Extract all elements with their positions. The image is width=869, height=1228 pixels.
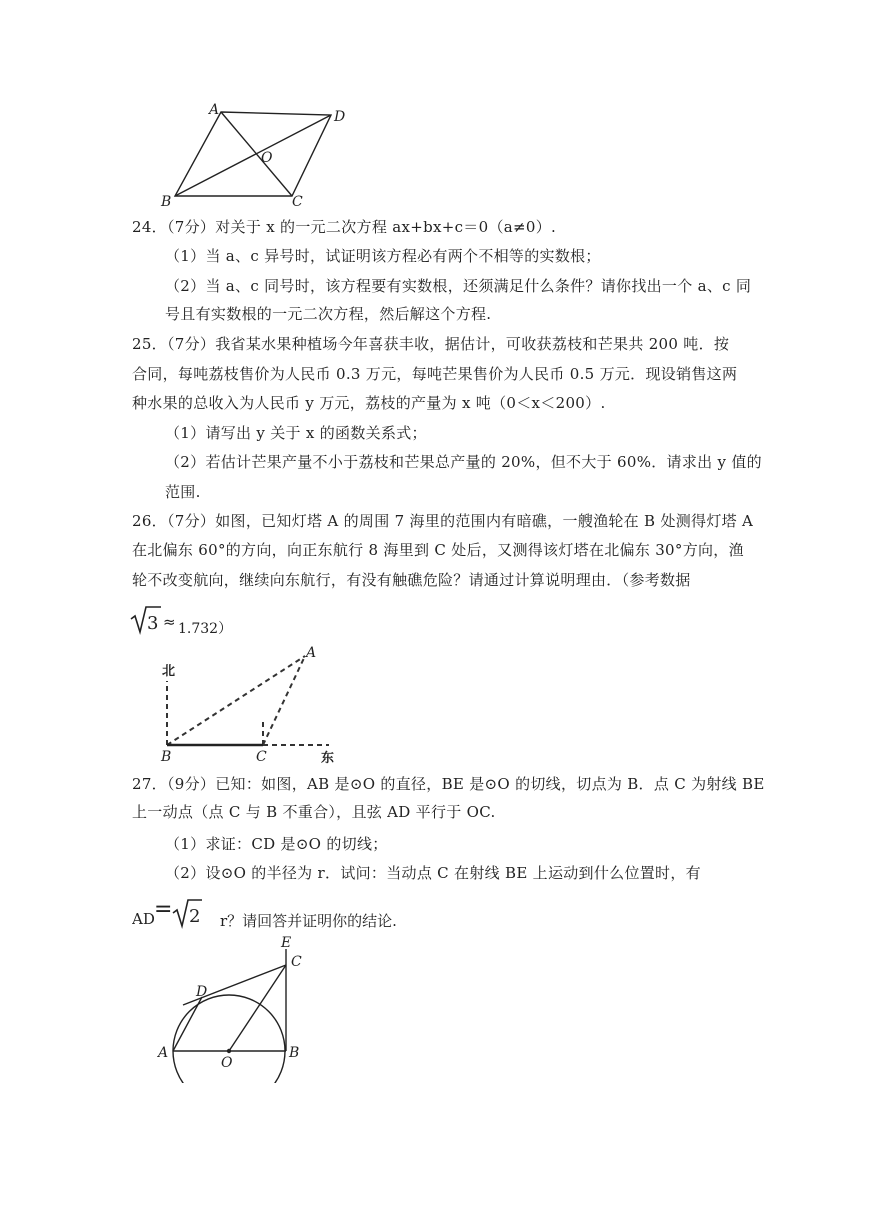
ref-value: 1.732） — [178, 621, 233, 637]
label-b: B — [289, 1045, 300, 1061]
radicand-3: 3 — [147, 613, 159, 634]
label-north: 北 — [162, 664, 176, 679]
q25-part2-line2: 范围. — [165, 483, 201, 501]
chord-ad — [173, 997, 202, 1051]
q25-line2: 合同，每吨荔枝售价为人民币 0.3 万元，每吨芒果售价为人民币 0.5 万元．现设销售这两 — [132, 365, 738, 383]
circle-tangent-figure — [155, 933, 315, 1083]
q27-part2-line2 — [132, 896, 532, 932]
q25-line3: 种水果的总收入为人民币 y 万元，荔枝的产量为 x 吨（0＜x＜200）. — [132, 394, 606, 412]
q25-part2-line1: （2）若估计芒果产量不小于荔枝和芒果总产量的 20%，但不大于 60%．请求出 y 值的 — [165, 453, 762, 471]
label-east: 东 — [321, 751, 335, 766]
radicand-2: 2 — [189, 906, 201, 927]
label-d: D — [196, 984, 208, 1000]
label-c: C — [256, 749, 267, 765]
equals-sign: = — [154, 897, 173, 922]
label-e: E — [281, 935, 292, 951]
sqrt3-formula — [130, 604, 178, 638]
ad-sqrt2-formula — [132, 896, 532, 932]
lighthouse-figure — [155, 645, 345, 767]
q24-part2-line1: （2）当 a、c 同号时，该方程要有实数根，还须满足什么条件？请你找出一个 a、c 同 — [165, 277, 752, 295]
q24-part1: （1）当 a、c 异号时，试证明该方程必有两个不相等的实数根； — [165, 247, 601, 265]
label-a: A — [209, 102, 220, 118]
q26-line3: 轮不改变航向，继续向东航行，有没有触礁危险？请通过计算说明理由．（参考数据 — [132, 571, 691, 589]
q27-line2: 上一动点（点 C 与 B 不重合），且弦 AD 平行于 OC. — [132, 803, 496, 821]
label-b: B — [161, 749, 172, 765]
label-a: A — [158, 1045, 169, 1061]
label-o: O — [221, 1055, 233, 1071]
q26-line1: 26．（7分）如图，已知灯塔 A 的周围 7 海里的范围内有暗礁，一艘渔轮在 B 处测得灯塔 A — [132, 512, 754, 530]
center-point — [227, 1049, 231, 1053]
q24-part2-line2: 号且有实数根的一元二次方程，然后解这个方程. — [165, 305, 492, 323]
q26-line2: 在北偏东 60°的方向，向正东航行 8 海里到 C 处后，又测得该灯塔在北偏东 30°方向，渔 — [132, 541, 744, 559]
q25-part1: （1）请写出 y 关于 x 的函数关系式； — [165, 424, 427, 442]
q25-line1: 25．（7分）我省某水果种植场今年喜获丰收，据估计，可收获荔枝和芒果共 200 吨．按 — [132, 335, 730, 353]
segment-oc — [229, 965, 286, 1051]
label-o: O — [261, 150, 273, 166]
q27-part1: （1）求证：CD 是⊙O 的切线； — [165, 835, 388, 853]
label-c: C — [291, 954, 302, 970]
label-d: D — [334, 109, 346, 125]
label-a: A — [306, 645, 317, 661]
parallelogram-figure — [155, 100, 365, 212]
label-b: B — [161, 194, 172, 210]
label-c: C — [292, 194, 303, 210]
text-r-question: r？请回答并证明你的结论. — [220, 912, 397, 930]
approx-sign: ≈ — [163, 613, 176, 631]
q24-header: 24．（7分）对关于 x 的一元二次方程 ax+bx+c＝0（a≠0）. — [132, 218, 557, 236]
diagonal-bd — [175, 115, 331, 196]
q27-line1: 27．（9分）已知：如图，AB 是⊙O 的直径，BE 是⊙O 的切线，切点为 B．点 C 为射线 BE — [132, 775, 765, 793]
text-ad: AD — [132, 910, 155, 928]
q27-part2-line1: （2）设⊙O 的半径为 r．试问：当动点 C 在射线 BE 上运动到什么位置时，有 — [165, 864, 701, 882]
